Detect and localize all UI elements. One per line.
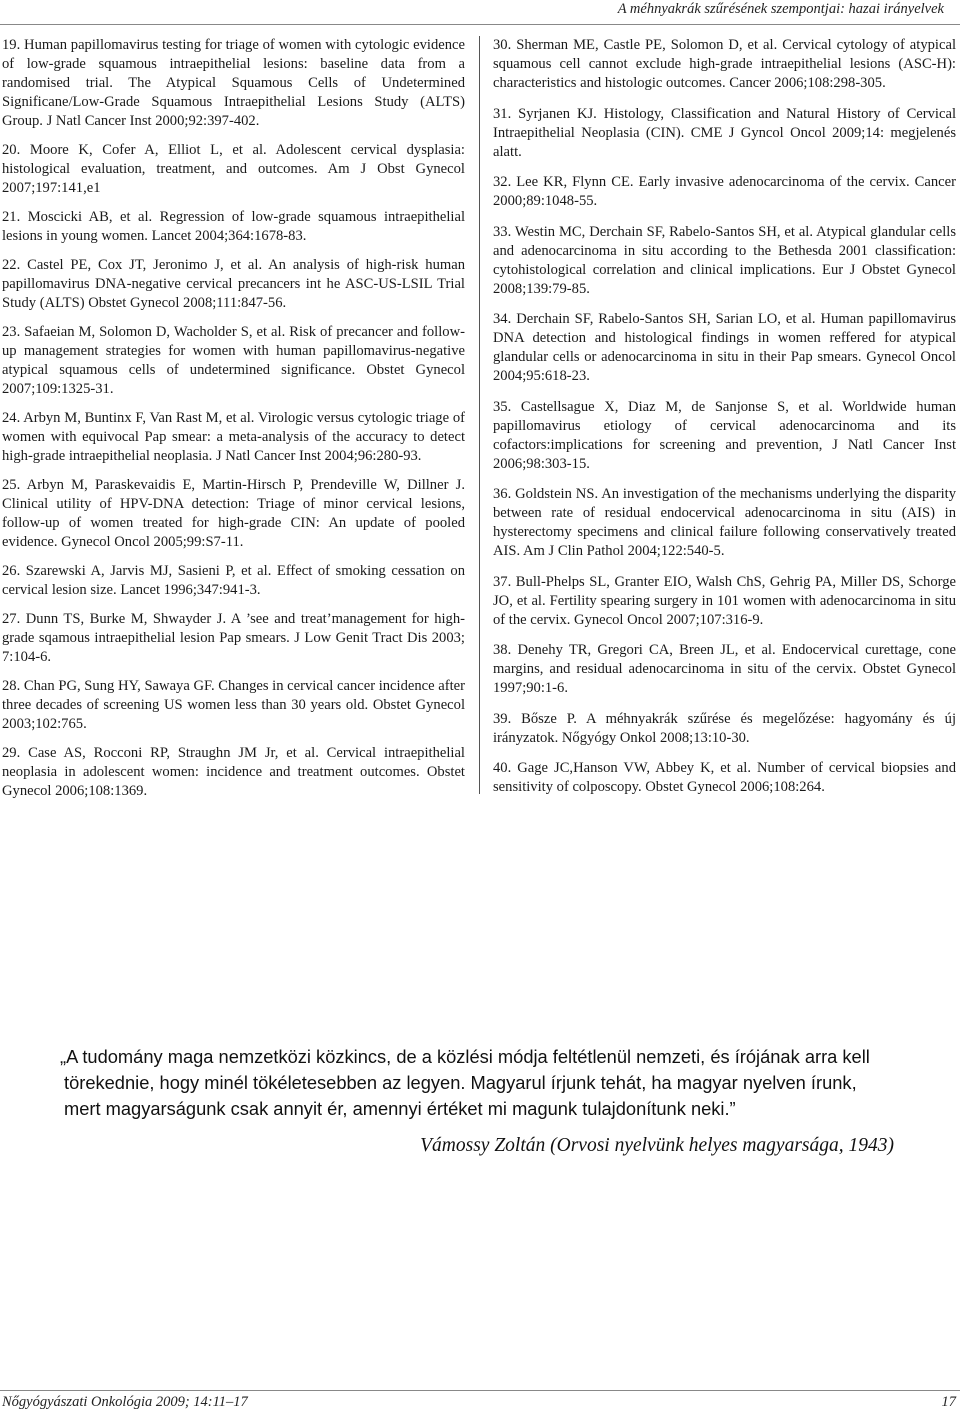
- references-column-right: [493, 36, 956, 809]
- reference-24: 24. Arbyn M, Buntinx F, Van Rast M, et al. Virologic versus cytologic triage of women with equivocal Pap smear: a meta-analysis of the accuracy to detect high-grade intraepithelial neoplasia. J Natl Cancer Inst 2004;96:280-93.: [2, 410, 465, 464]
- reference-31: 31. Syrjanen KJ. Histology, Classification and Natural History of Cervical Intraepithelial Neoplasia (CIN). CME J Gyncol Oncol 2009;14: megjelenés alatt.: [493, 105, 956, 160]
- running-header: A méhnyakrák szűrésének szempontjai: hazai irányelvek: [617, 1, 944, 17]
- reference-37: 37. Bull-Phelps SL, Granter EIO, Walsh ChS, Gehrig PA, Miller DS, Schorge JO, et al. Fertility spearing surgery in 101 women with adenocarcinoma in situ of the cervix. Gynecol Oncol 2007;107:316-9.: [493, 573, 956, 628]
- reference-21: 21. Moscicki AB, et al. Regression of low-grade squamous intraepithelial lesions in young women. Lancet 2004;364:1678-83.: [2, 209, 465, 244]
- column-divider: [479, 36, 480, 794]
- reference-20: 20. Moore K, Cofer A, Elliot L, et al. Adolescent cervical dysplasia: histological evaluation, treatment, and outcomes. Am J Obst Gynecol 2007;197:141,e1: [2, 142, 465, 196]
- footer-rule: [0, 1390, 960, 1391]
- reference-33: 33. Westin MC, Derchain SF, Rabelo-Santos SH, et al. Atypical glandular cells and adenocarcinoma in situ according to the Bethesda 2001 classification: cytohistological correlation and clinical implications. Eur J Obstet Gynecol 2008;139:79-85.: [493, 223, 956, 297]
- reference-19: 19. Human papillomavirus testing for triage of women with cytologic evidence of low-grade squamous intraepithelial lesions: baseline data from a randomised trial. The Atypical Squamous Cells of Undetermined Significane/Low-Grade Squamous Intraepithelial Lesions Study (ALTS) Group. J Natl Cancer Inst 2000;92:397-402.: [2, 37, 465, 129]
- reference-40: 40. Gage JC,Hanson VW, Abbey K, et al. Number of cervical biopsies and sensitivity of colposcopy. Obstet Gynecol 2006;108:264.: [493, 760, 956, 795]
- reference-27: 27. Dunn TS, Burke M, Shwayder J. A ’see and treat’management for high-grade sqamous intraepithelial lesion Pap smears. J Low Genit Tract Dis 2003; 7:104-6.: [2, 611, 465, 665]
- reference-32: 32. Lee KR, Flynn CE. Early invasive adenocarcinoma of the cervix. Cancer 2000;89:1048-55.: [493, 174, 956, 209]
- reference-28: 28. Chan PG, Sung HY, Sawaya GF. Changes in cervical cancer incidence after three decades of screening US women less than 30 years old. Obstet Gynecol 2003;102:765.: [2, 678, 465, 732]
- references-column-left: [2, 36, 465, 811]
- quote-attribution: Vámossy Zoltán (Orvosi nyelvünk helyes magyarsága, 1943): [420, 1135, 894, 1156]
- reference-25: 25. Arbyn M, Paraskevaidis E, Martin-Hirsch P, Prendeville W, Dillner J. Clinical utility of HPV-DNA detection: Triage of minor cervical lesions, follow-up of women treated for high-grade CIN: An update of pooled evidence. Gynecol Oncol 2005;99:S7-11.: [2, 477, 465, 550]
- reference-30: 30. Sherman ME, Castle PE, Solomon D, et al. Cervical cytology of atypical squamous cell cannot exclude high-grade intraepithelial lesions (ASC-H): characteristics and histologic outcomes. Cancer 2006;108:298-305.: [493, 37, 956, 91]
- reference-29: 29. Case AS, Rocconi RP, Straughn JM Jr, et al. Cervical intraepithelial neoplasia in adolescent women: incidence and treatment outcomes. Obstet Gynecol 2006;108:1369.: [2, 745, 465, 799]
- header-rule: [0, 24, 960, 25]
- footer-journal-citation: Nőgyógyászati Onkológia 2009; 14:11–17: [2, 1394, 248, 1410]
- reference-23: 23. Safaeian M, Solomon D, Wacholder S, et al. Risk of precancer and follow-up management strategies for women with human papillomavirus-negative atypical squamous cells of undetermined significance. Obstet Gynecol 2007;109:1325-31.: [2, 324, 465, 397]
- reference-22: 22. Castel PE, Cox JT, Jeronimo J, et al. An analysis of high-risk human papillomavirus DNA-negative cervical precancers int he ASC-US-LSIL Trial Study (ALTS) Obstet Gynecol 2008;111:847-56.: [2, 257, 465, 311]
- reference-38: 38. Denehy TR, Gregori CA, Breen JL, et al. Endocervical curettage, cone margins, and residual adenocarcinoma in situ of the cervix. Obstet Gynecol 1997;90:1-6.: [493, 642, 956, 696]
- quote-text: „A tudomány maga nemzetközi közkincs, de a közlési módja feltétlenül nemzeti, és írójának arra kell törekednie, hogy minél tökéletesebben az legyen. Magyarul írjunk tehát, ha magyar nyelven írunk, mert magyarságunk csak annyit ér, amennyi értéket mi magunk tulajdonítunk neki.”: [60, 1046, 870, 1119]
- page-number: 17: [941, 1394, 956, 1410]
- reference-39: 39. Bősze P. A méhnyakrák szűrése és megelőzése: hagyomány és új irányzatok. Nőgyógy Onkol 2008;13:10-30.: [493, 710, 956, 746]
- reference-26: 26. Szarewski A, Jarvis MJ, Sasieni P, et al. Effect of smoking cessation on cervical lesion size. Lancet 1996;347:941-3.: [2, 563, 465, 598]
- reference-34: 34. Derchain SF, Rabelo-Santos SH, Sarian LO, et al. Human papillomavirus DNA detection and histological findings in women reffered for atypical glandular cells or adenocarcinoma in situ in their Pap smears. Gynecol Oncol 2004;95:618-23.: [493, 311, 956, 384]
- reference-35: 35. Castellsague X, Diaz M, de Sanjonse S, et al. Worldwide human papillomavirus etiology of cervical adenocarcinoma and its cofactors:implications for screening and prevention, J Natl Cancer Inst 2006;98:303-15.: [493, 398, 956, 472]
- quote-block: [60, 1044, 896, 1122]
- reference-36: 36. Goldstein NS. An investigation of the mechanisms underlying the disparity between rate of residual endocervical adenocarcinoma in situ (AIS) in hysterectomy specimens and clinical failure following conservatively treated AIS. Am J Clin Pathol 2004;122:540-5.: [493, 486, 956, 559]
